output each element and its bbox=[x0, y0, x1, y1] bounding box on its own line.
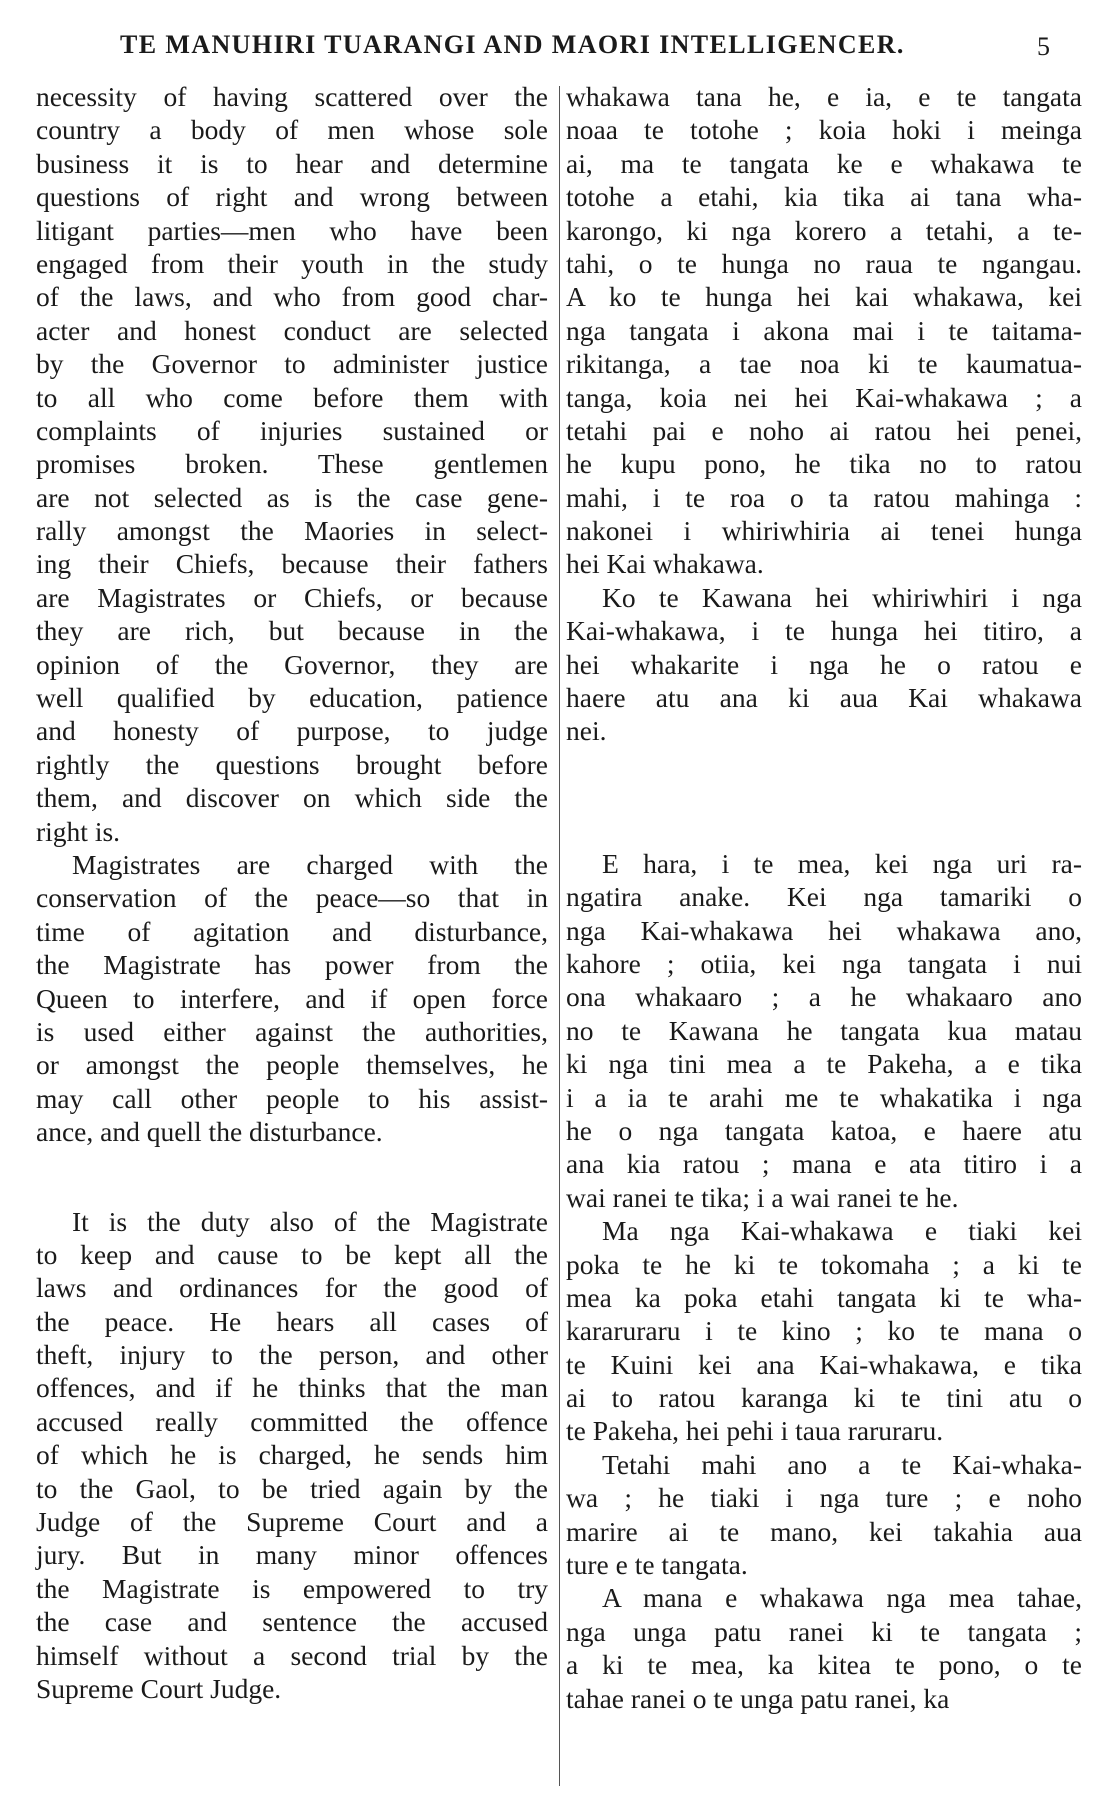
text-line: ance, and quell the disturbance. bbox=[36, 1116, 383, 1148]
text-line: the Magistrate has power from the bbox=[36, 949, 548, 981]
text-line: a ki te mea, ka kitea te pono, o te bbox=[566, 1649, 1082, 1681]
text-line: is used either against the authorities, bbox=[36, 1015, 548, 1047]
paragraph-whakawa-tana-he bbox=[566, 80, 1082, 581]
text-line: nakonei i whiriwhiria ai tenei hunga bbox=[566, 515, 1082, 547]
text-line: A ko te hunga hei kai whakawa, kei bbox=[566, 281, 1082, 313]
text-line: wa ; he tiaki i nga ture ; e noho bbox=[566, 1482, 1082, 1514]
text-line: It is the duty also of the Magistrate bbox=[72, 1205, 548, 1237]
text-line: acter and honest conduct are selected bbox=[36, 314, 548, 346]
text-line: noaa te totohe ; koia hoki i meinga bbox=[566, 114, 1082, 146]
text-line: promises broken. These gentlemen bbox=[36, 448, 548, 480]
text-line: right is. bbox=[36, 815, 121, 847]
text-line: ki nga tini mea a te Pakeha, a e tika bbox=[566, 1048, 1082, 1080]
text-line: ona whakaaro ; a he whakaaro ano bbox=[566, 981, 1082, 1013]
text-line: he o nga tangata katoa, e haere atu bbox=[566, 1114, 1082, 1146]
text-line: may call other people to his assist- bbox=[36, 1082, 548, 1114]
text-line: to keep and cause to be kept all the bbox=[36, 1238, 548, 1270]
text-line: hei whakarite i nga he o ratou e bbox=[566, 648, 1082, 680]
text-line: Judge of the Supreme Court and a bbox=[36, 1506, 548, 1538]
text-line: Kai-whakawa, i te hunga hei titiro, a bbox=[566, 615, 1082, 647]
column-divider bbox=[559, 86, 560, 1786]
text-line: E hara, i te mea, kei nga uri ra- bbox=[602, 847, 1082, 879]
text-line: Queen to interfere, and if open force bbox=[36, 982, 548, 1014]
text-line: offences, and if he thinks that the man bbox=[36, 1372, 548, 1404]
text-line: rally amongst the Maories in select- bbox=[36, 515, 548, 547]
paragraph-tetahi-mahi-ano bbox=[566, 1448, 1082, 1582]
paragraph-a-mana-e-whakawa bbox=[566, 1581, 1082, 1715]
text-line: tahae ranei o te unga patu ranei, ka bbox=[566, 1682, 950, 1714]
text-line: te Pakeha, hei pehi i taua raruraru. bbox=[566, 1415, 944, 1447]
text-line: of which he is charged, he sends him bbox=[36, 1439, 548, 1471]
text-line: the Magistrate is empowered to try bbox=[36, 1572, 548, 1604]
text-line: nei. bbox=[566, 715, 607, 747]
text-line: Magistrates are charged with the bbox=[72, 848, 548, 880]
text-line: conservation of the peace—so that in bbox=[36, 882, 548, 914]
text-line: marire ai te mano, kei takahia aua bbox=[566, 1515, 1082, 1547]
text-line: questions of right and wrong between bbox=[36, 181, 548, 213]
text-line: himself without a second trial by the bbox=[36, 1639, 548, 1671]
text-line: karongo, ki nga korero a tetahi, a te- bbox=[566, 214, 1082, 246]
text-line: he kupu pono, he tika no to ratou bbox=[566, 448, 1082, 480]
text-line: ana kia ratou ; mana e ata titiro i a bbox=[566, 1148, 1082, 1180]
paragraph-magistrate-necessity bbox=[36, 80, 548, 848]
text-line: tetahi pai e noho ai ratou hei penei, bbox=[566, 414, 1082, 446]
text-line: business it is to hear and determine bbox=[36, 147, 548, 179]
text-line: and honesty of purpose, to judge bbox=[36, 715, 548, 747]
text-line: tahi, o te hunga no raua te ngangau. bbox=[566, 247, 1082, 279]
text-line: country a body of men whose sole bbox=[36, 114, 548, 146]
paragraph-spacer bbox=[566, 814, 1082, 847]
text-line: time of agitation and disturbance, bbox=[36, 915, 548, 947]
text-line: Tetahi mahi ano a te Kai-whaka- bbox=[602, 1448, 1082, 1480]
text-line: i a ia te arahi me te whakatika i nga bbox=[566, 1081, 1082, 1113]
text-line: the case and sentence the accused bbox=[36, 1606, 548, 1638]
paragraph-spacer bbox=[566, 748, 1082, 781]
paragraph-ma-nga-kai-whakawa bbox=[566, 1214, 1082, 1448]
text-line: ai to ratou karanga ki te tini atu o bbox=[566, 1382, 1082, 1414]
text-line: ing their Chiefs, because their fathers bbox=[36, 548, 548, 580]
maori-column bbox=[566, 80, 1082, 1715]
text-line: are Magistrates or Chiefs, or because bbox=[36, 581, 548, 613]
paragraph-spacer bbox=[566, 781, 1082, 814]
text-line: rightly the questions brought before bbox=[36, 748, 548, 780]
page-number: 5 bbox=[1037, 32, 1050, 61]
paragraph-spacer bbox=[36, 1149, 548, 1205]
text-line: ngatira anake. Kei nga tamariki o bbox=[566, 881, 1082, 913]
text-line: haere atu ana ki aua Kai whakawa bbox=[566, 682, 1082, 714]
text-line: opinion of the Governor, they are bbox=[36, 648, 548, 680]
text-line: complaints of injuries sustained or bbox=[36, 414, 548, 446]
text-line: necessity of having scattered over the bbox=[36, 81, 548, 112]
text-line: they are rich, but because in the bbox=[36, 615, 548, 647]
text-line: ai, ma te tangata ke e whakawa te bbox=[566, 147, 1082, 179]
text-line: no te Kawana he tangata kua matau bbox=[566, 1014, 1082, 1046]
text-line: are not selected as is the case gene- bbox=[36, 481, 548, 513]
text-line: theft, injury to the person, and other bbox=[36, 1339, 548, 1371]
text-line: mea ka poka etahi tangata ki te wha- bbox=[566, 1281, 1082, 1313]
text-line: poka te he ki te tokomaha ; a ki te bbox=[566, 1248, 1082, 1280]
running-title: TE MANUHIRI TUARANGI AND MAORI INTELLIGENCER. bbox=[120, 30, 905, 59]
text-line: to the Gaol, to be tried again by the bbox=[36, 1472, 548, 1504]
text-line: A mana e whakawa nga mea tahae, bbox=[602, 1582, 1082, 1614]
text-line: tanga, koia nei hei Kai-whakawa ; a bbox=[566, 381, 1082, 413]
text-line: litigant parties—men who have been bbox=[36, 214, 548, 246]
english-column bbox=[36, 80, 548, 1705]
text-line: Ko te Kawana hei whiriwhiri i nga bbox=[602, 581, 1082, 613]
text-line: nga tangata i akona mai i te taitama- bbox=[566, 314, 1082, 346]
text-line: of the laws, and who from good char- bbox=[36, 281, 548, 313]
text-line: to all who come before them with bbox=[36, 381, 548, 413]
page-header bbox=[120, 30, 1050, 64]
text-line: ture e te tangata. bbox=[566, 1549, 748, 1581]
text-line: kararuraru i te kino ; ko te mana o bbox=[566, 1315, 1082, 1347]
paragraph-ko-te-kawana bbox=[566, 581, 1082, 748]
text-line: or amongst the people themselves, he bbox=[36, 1049, 548, 1081]
text-line: accused really committed the offence bbox=[36, 1405, 548, 1437]
paragraph-duty-of-magistrate bbox=[36, 1205, 548, 1706]
text-line: rikitanga, a tae noa ki te kaumatua- bbox=[566, 348, 1082, 380]
text-line: engaged from their youth in the study bbox=[36, 247, 548, 279]
text-line: wai ranei te tika; i a wai ranei te he. bbox=[566, 1181, 959, 1213]
text-line: kahore ; otiia, kei nga tangata i nui bbox=[566, 947, 1082, 979]
text-line: whakawa tana he, e ia, e te tangata bbox=[566, 81, 1082, 112]
text-line: well qualified by education, patience bbox=[36, 682, 548, 714]
text-line: hei Kai whakawa. bbox=[566, 548, 764, 580]
text-line: totohe a etahi, kia tika ai tana wha- bbox=[566, 181, 1082, 213]
text-line: laws and ordinances for the good of bbox=[36, 1272, 548, 1304]
text-line: nga Kai-whakawa hei whakawa ano, bbox=[566, 914, 1082, 946]
text-line: jury. But in many minor offences bbox=[36, 1539, 548, 1571]
text-line: Supreme Court Judge. bbox=[36, 1672, 282, 1704]
text-line: them, and discover on which side the bbox=[36, 782, 548, 814]
text-line: Ma nga Kai-whakawa e tiaki kei bbox=[602, 1215, 1082, 1247]
text-line: by the Governor to administer justice bbox=[36, 348, 548, 380]
text-line: te Kuini kei ana Kai-whakawa, e tika bbox=[566, 1348, 1082, 1380]
paragraph-conservation-of-peace bbox=[36, 848, 548, 1149]
text-line: mahi, i te roa o ta ratou mahinga : bbox=[566, 481, 1082, 513]
text-line: the peace. He hears all cases of bbox=[36, 1305, 548, 1337]
text-line: nga unga patu ranei ki te tangata ; bbox=[566, 1615, 1082, 1647]
paragraph-e-hara bbox=[566, 847, 1082, 1214]
